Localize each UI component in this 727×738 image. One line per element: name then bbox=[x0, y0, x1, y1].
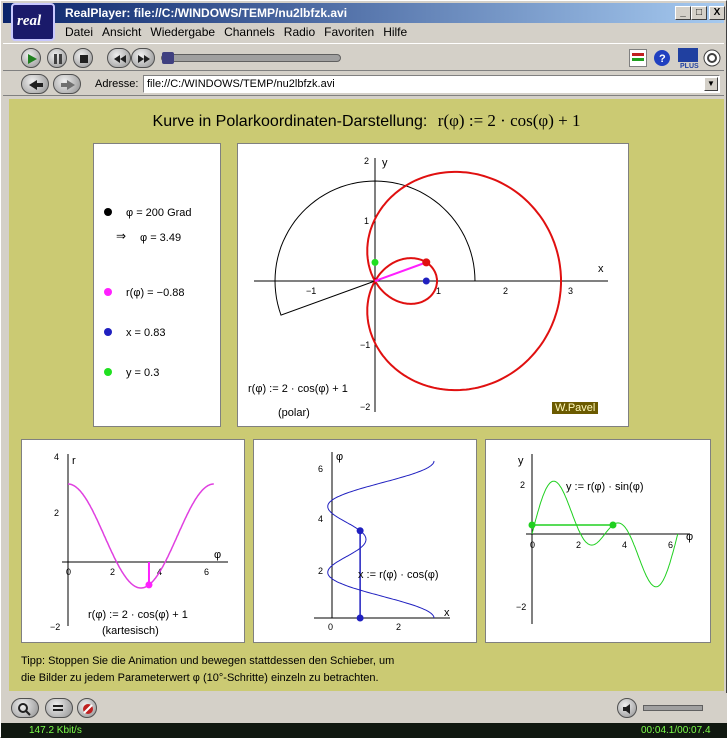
address-bar bbox=[3, 72, 724, 96]
cart-xtick-2: 2 bbox=[110, 567, 116, 577]
xphi-xtick-0: 0 bbox=[328, 622, 334, 632]
menu-bar bbox=[63, 24, 414, 41]
polar-x-point bbox=[423, 278, 430, 285]
address-label: Adresse: bbox=[95, 78, 139, 90]
title-text: Kurve in Polarkoordinaten-Darstellung: bbox=[152, 113, 428, 130]
cart-ytick-2: 2 bbox=[54, 508, 60, 518]
fast-forward-button[interactable] bbox=[131, 48, 155, 68]
polar-x-label: x bbox=[598, 263, 604, 275]
menu-channels[interactable]: Channels bbox=[224, 25, 275, 39]
yphi-y-label: y bbox=[518, 455, 524, 467]
title-formula: r(φ) := 2 · cos(φ) + 1 bbox=[437, 111, 581, 130]
xphi-xtick-2: 2 bbox=[396, 622, 402, 632]
legend-dot-x bbox=[104, 328, 112, 336]
search-button[interactable] bbox=[11, 698, 39, 718]
stop-button[interactable] bbox=[73, 48, 93, 68]
volume-slider[interactable] bbox=[643, 705, 703, 711]
polar-y-point bbox=[372, 259, 379, 266]
back-arrow-icon bbox=[25, 78, 47, 92]
y-phi-plot bbox=[486, 440, 712, 644]
close-button[interactable]: X bbox=[709, 6, 725, 20]
real-logo bbox=[11, 3, 55, 41]
cart-xtick-6: 6 bbox=[204, 567, 210, 577]
window-title: RealPlayer: file://C:/WINDOWS/TEMP/nu2lbfzk.avi bbox=[65, 6, 348, 20]
yphi-xtick-2: 2 bbox=[576, 540, 582, 550]
mute-button[interactable] bbox=[617, 698, 637, 718]
yphi-xtick-0: 0 bbox=[530, 540, 536, 550]
real-plus-icon[interactable] bbox=[677, 47, 699, 69]
address-input[interactable] bbox=[143, 75, 720, 93]
menu-radio[interactable]: Radio bbox=[283, 25, 316, 39]
cart-ytick-4: 4 bbox=[54, 452, 60, 462]
maximize-button[interactable]: □ bbox=[691, 6, 707, 20]
pause-icon bbox=[51, 52, 65, 66]
xphi-ytick-6: 6 bbox=[318, 464, 324, 474]
title-bar[interactable] bbox=[3, 3, 724, 23]
seek-slider[interactable] bbox=[161, 54, 341, 62]
bitrate: 147.2 Kbit/s bbox=[29, 725, 82, 736]
legend-r-val: r(φ) = −0.88 bbox=[126, 287, 185, 299]
rewind-icon bbox=[111, 52, 129, 66]
polar-ytick-2: 2 bbox=[364, 156, 370, 166]
rewind-button[interactable] bbox=[107, 48, 131, 68]
fast-forward-icon bbox=[135, 52, 153, 66]
x-phi-curve bbox=[328, 461, 434, 618]
x-phi-plot bbox=[254, 440, 478, 644]
legend-x-val: x = 0.83 bbox=[126, 327, 166, 339]
list-icon bbox=[49, 702, 71, 716]
polar-ytick-m2: −2 bbox=[360, 402, 371, 412]
xphi-ytick-4: 4 bbox=[318, 514, 324, 524]
yphi-formula: y := r(φ) · sin(φ) bbox=[566, 481, 644, 493]
legend-y-val: y = 0.3 bbox=[126, 367, 160, 379]
polar-xtick-m1: −1 bbox=[306, 286, 317, 296]
y-phi-plot-panel bbox=[485, 439, 711, 643]
status-bar bbox=[1, 723, 727, 738]
address-value: file://C:/WINDOWS/TEMP/nu2lbfzk.avi bbox=[147, 78, 335, 90]
forward-button[interactable] bbox=[53, 74, 81, 94]
main-title bbox=[9, 111, 724, 131]
play-button[interactable] bbox=[21, 48, 41, 68]
record-button[interactable] bbox=[77, 698, 97, 718]
cart-ytick-m2: −2 bbox=[50, 622, 61, 632]
polar-plot bbox=[238, 144, 630, 428]
legend-dot-r bbox=[104, 288, 112, 296]
tip-line-2: die Bilder zu jedem Parameterwert φ (10°-Schritte) einzeln zu betrachten. bbox=[21, 672, 379, 684]
xphi-x-label: x bbox=[444, 607, 450, 619]
yphi-x-label: φ bbox=[686, 531, 694, 543]
cart-xtick-0: 0 bbox=[66, 567, 72, 577]
y-phi-current-point bbox=[609, 521, 616, 528]
polar-xtick-3: 3 bbox=[568, 286, 574, 296]
xphi-y-label: φ bbox=[336, 451, 344, 463]
menu-wiedergabe[interactable]: Wiedergabe bbox=[150, 25, 216, 39]
xphi-formula: x := r(φ) · cos(φ) bbox=[358, 569, 439, 581]
x-phi-plot-panel bbox=[253, 439, 477, 643]
cart-subtitle: (kartesisch) bbox=[102, 625, 159, 637]
speaker-icon bbox=[621, 702, 635, 716]
polar-plot-panel bbox=[237, 143, 629, 427]
no-entry-icon bbox=[81, 702, 95, 716]
playback-toolbar bbox=[3, 43, 724, 71]
y-phi-base-point bbox=[529, 521, 536, 528]
polar-xtick-1: 1 bbox=[436, 286, 442, 296]
polar-ytick-1: 1 bbox=[364, 216, 370, 226]
polar-y-label: y bbox=[382, 157, 388, 169]
playback-time: 00:04.1/00:07.4 bbox=[641, 725, 711, 736]
yphi-xtick-4: 4 bbox=[622, 540, 628, 550]
play-icon bbox=[25, 52, 39, 66]
polar-current-point bbox=[422, 258, 430, 266]
polar-formula: r(φ) := 2 · cos(φ) + 1 bbox=[248, 383, 348, 395]
polar-xtick-2: 2 bbox=[503, 286, 509, 296]
cart-y-label: r bbox=[72, 455, 76, 467]
x-phi-current-point bbox=[357, 527, 364, 534]
help-icon[interactable] bbox=[653, 49, 671, 67]
tip-line-1: Tipp: Stoppen Sie die Animation und bewegen stattdessen den Schieber, um bbox=[21, 655, 395, 667]
cart-xtick-4: 4 bbox=[157, 567, 163, 577]
yphi-ytick-2: 2 bbox=[520, 480, 526, 490]
menu-favoriten[interactable]: Favoriten bbox=[324, 25, 375, 39]
list-button[interactable] bbox=[45, 698, 73, 718]
polar-ytick-m1: −1 bbox=[360, 340, 371, 350]
menu-hilfe[interactable]: Hilfe bbox=[383, 25, 408, 39]
power-icon[interactable] bbox=[703, 49, 721, 67]
svg-text:PLUS: PLUS bbox=[680, 63, 699, 69]
search-icon bbox=[15, 702, 37, 716]
legend-phi-rad: φ = 3.49 bbox=[140, 232, 182, 244]
tip-text bbox=[21, 653, 711, 687]
cartesian-plot bbox=[22, 440, 246, 644]
minimize-button[interactable]: _ bbox=[675, 6, 691, 20]
cart-formula: r(φ) := 2 · cos(φ) + 1 bbox=[88, 609, 188, 621]
xphi-ytick-2: 2 bbox=[318, 566, 324, 576]
legend-arrow: ⇒ bbox=[116, 229, 127, 243]
legend-phi-deg: φ = 200 Grad bbox=[126, 207, 192, 219]
legend-dot-y bbox=[104, 368, 112, 376]
forward-arrow-icon bbox=[57, 78, 79, 92]
address-dropdown-button[interactable]: ▼ bbox=[704, 77, 718, 91]
stop-icon bbox=[77, 52, 91, 66]
legend-panel bbox=[93, 143, 221, 427]
credit-badge: W.Pavel bbox=[552, 402, 598, 414]
cartesian-current-point bbox=[145, 581, 152, 588]
logo-text: real bbox=[17, 13, 42, 29]
menu-ansicht[interactable]: Ansicht bbox=[102, 25, 142, 39]
video-content bbox=[9, 99, 724, 691]
cartesian-plot-panel bbox=[21, 439, 245, 643]
polar-subtitle: (polar) bbox=[278, 407, 310, 419]
back-button[interactable] bbox=[21, 74, 49, 94]
pause-button[interactable] bbox=[47, 48, 67, 68]
menu-datei[interactable]: Datei bbox=[65, 25, 94, 39]
x-phi-base-point bbox=[357, 615, 364, 622]
cartesian-curve bbox=[68, 484, 214, 588]
channels-icon[interactable] bbox=[629, 49, 647, 67]
yphi-ytick-m2: −2 bbox=[516, 602, 527, 612]
svg-text:?: ? bbox=[659, 53, 666, 65]
seek-thumb[interactable] bbox=[162, 52, 174, 64]
legend-dot-phi bbox=[104, 208, 112, 216]
cart-x-label: φ bbox=[214, 549, 222, 561]
yphi-xtick-6: 6 bbox=[668, 540, 674, 550]
